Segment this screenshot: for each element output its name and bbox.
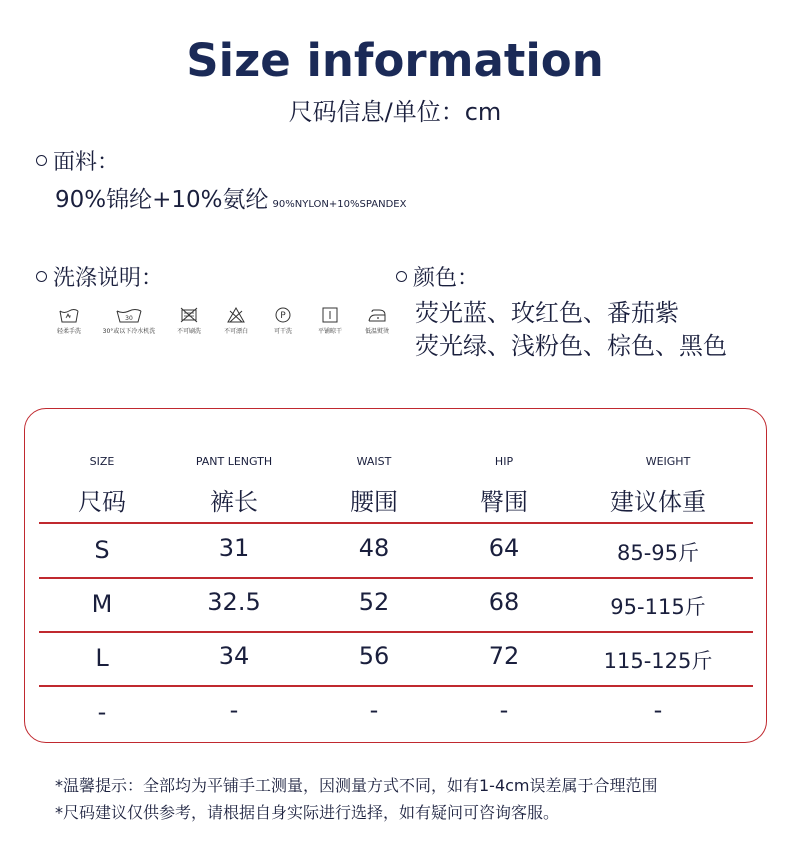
cell-size: S — [94, 536, 110, 564]
dry-clean-p-icon — [272, 306, 294, 324]
wash-30-icon — [115, 306, 143, 324]
color-line-2: 荧光绿、浅粉色、棕色、黑色 — [415, 332, 727, 360]
header-cn-length: 裤长 — [210, 488, 258, 516]
cell-weight: 115-125斤 — [603, 649, 713, 673]
wash-item-no-bleach — [217, 306, 255, 335]
fabric-label — [36, 145, 119, 176]
cell-length: 34 — [218, 642, 250, 670]
wash-item-dry-clean — [264, 306, 302, 335]
header-en-waist: WAIST — [356, 455, 392, 468]
header-cn-waist: 腰围 — [350, 488, 398, 516]
no-bleach-icon — [225, 306, 247, 324]
cell-hip: 64 — [488, 534, 520, 562]
wash-caption: 可干洗 — [273, 328, 292, 335]
wash-caption: 不可刷洗 — [176, 328, 201, 335]
wash-caption: 不可漂白 — [223, 328, 248, 335]
no-scrub-icon — [178, 306, 200, 324]
wash-item-no-scrub — [170, 306, 208, 335]
table-divider — [39, 685, 753, 687]
cell-waist: 48 — [358, 534, 390, 562]
color-label-text: 颜色： — [413, 266, 480, 291]
dry-flat-icon — [319, 306, 341, 324]
color-label — [396, 261, 479, 292]
cell-weight: - — [653, 696, 663, 724]
cell-weight: 85-95斤 — [616, 541, 700, 565]
table-divider — [39, 522, 753, 524]
wash-item-hand — [50, 306, 88, 335]
note-line-1: *温馨提示：全部均为平铺手工测量，因测量方式不同，如有1-4cm误差属于合理范围 — [55, 776, 658, 795]
header-en-length: PANT LENGTH — [195, 455, 273, 468]
cell-size: L — [95, 644, 109, 672]
page-subtitle: 尺码信息/单位：cm — [288, 98, 502, 126]
cell-waist: 52 — [358, 588, 390, 616]
wash-item-low-iron — [358, 306, 396, 335]
bullet-icon — [36, 155, 47, 166]
hand-wash-icon — [58, 306, 80, 324]
wash-item-dry-flat — [311, 306, 349, 335]
page-title: Size information — [186, 34, 604, 87]
wash-caption: 30°或以下冷水机洗 — [102, 328, 156, 335]
wash-item-30 — [97, 306, 161, 335]
table-divider — [39, 631, 753, 633]
note-line-2: *尺码建议仅供参考，请根据自身实际进行选择，如有疑问可咨询客服。 — [55, 803, 560, 822]
header-cn-hip: 臀围 — [480, 488, 528, 516]
color-line-1: 荧光蓝、玫红色、番茄紫 — [415, 299, 679, 327]
fabric-label-text: 面料： — [53, 150, 120, 175]
fabric-en: 90%NYLON+10%SPANDEX — [272, 199, 407, 210]
table-divider — [39, 577, 753, 579]
color-list — [415, 297, 727, 363]
cell-size: - — [97, 698, 107, 726]
wash-temp: 30 — [125, 315, 133, 322]
cell-length: - — [229, 696, 239, 724]
low-iron-icon — [366, 306, 388, 324]
bullet-icon — [396, 271, 407, 282]
fabric-main: 90%锦纶+10%氨纶 — [55, 187, 269, 213]
header-en-hip: HIP — [494, 455, 514, 468]
fabric-composition — [55, 181, 406, 214]
header-en-weight: WEIGHT — [645, 455, 691, 468]
cell-waist: - — [369, 696, 379, 724]
header-cn-weight: 建议体重 — [610, 488, 706, 516]
cell-weight: 95-115斤 — [610, 595, 706, 619]
wash-label-text: 洗涤说明： — [53, 266, 164, 291]
cell-waist: 56 — [358, 642, 390, 670]
cell-hip: 68 — [488, 588, 520, 616]
dry-clean-letter: P — [280, 311, 286, 321]
bullet-icon — [36, 271, 47, 282]
wash-icons — [50, 306, 396, 335]
header-cn-size: 尺码 — [78, 488, 126, 516]
cell-hip: - — [499, 696, 509, 724]
cell-hip: 72 — [488, 642, 520, 670]
wash-label — [36, 261, 163, 292]
cell-size: M — [91, 590, 113, 618]
wash-caption: 平铺晾干 — [317, 328, 342, 335]
cell-length: 31 — [218, 534, 250, 562]
header-en-size: SIZE — [89, 455, 115, 468]
wash-caption: 低温熨烫 — [364, 328, 389, 335]
cell-length: 32.5 — [207, 588, 261, 616]
wash-caption: 轻柔手洗 — [56, 328, 81, 335]
